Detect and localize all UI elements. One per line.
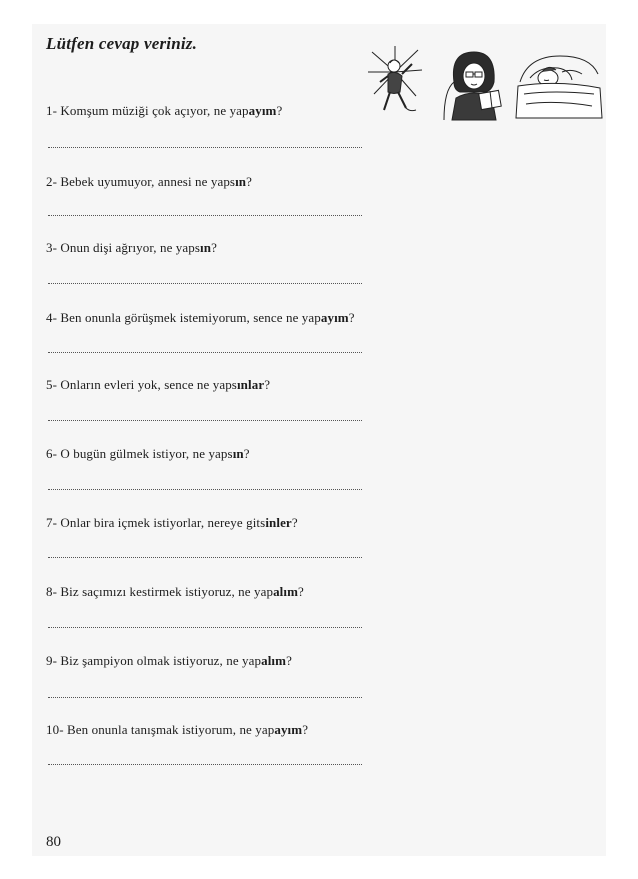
- question-4: [46, 310, 355, 326]
- question-text: Onun dişi ağrıyor, ne yaps: [60, 240, 201, 255]
- woman-reading-illustration: [440, 42, 510, 122]
- question-9: [46, 653, 292, 669]
- question-number: 8-: [46, 584, 58, 599]
- question-number: 7-: [46, 515, 58, 530]
- question-text: Biz saçımızı kestirmek istiyoruz, ne yap: [60, 584, 274, 599]
- question-end: ?: [211, 240, 217, 255]
- answer-line-7[interactable]: [48, 557, 362, 558]
- page-number: 80: [46, 834, 61, 850]
- question-suffix: ın: [232, 446, 244, 461]
- question-end: ?: [291, 515, 298, 530]
- question-number: 9-: [46, 653, 58, 668]
- question-suffix: inler: [265, 515, 292, 530]
- dancing-person-illustration: [366, 42, 424, 122]
- answer-line-5[interactable]: [48, 420, 362, 421]
- question-text: Onlar bira içmek istiyorlar, nereye gits: [60, 515, 266, 530]
- question-end: ?: [246, 174, 253, 189]
- question-6: [46, 446, 250, 462]
- question-number: 4-: [46, 310, 58, 325]
- question-text: Komşum müziği çok açıyor, ne yap: [60, 103, 249, 118]
- question-text: O bugün gülmek istiyor, ne yaps: [60, 446, 233, 461]
- question-2: [46, 174, 252, 190]
- instruction-title: Lütfen cevap veriniz.: [46, 34, 198, 53]
- question-10: [46, 722, 308, 738]
- answer-line-2[interactable]: [48, 215, 362, 216]
- question-5: [46, 377, 270, 393]
- answer-line-10[interactable]: [48, 764, 362, 765]
- question-suffix: alım: [261, 653, 287, 668]
- question-end: ?: [302, 722, 309, 737]
- question-suffix: alım: [273, 584, 299, 599]
- question-number: 3-: [46, 240, 58, 255]
- question-end: ?: [348, 310, 355, 325]
- question-suffix: ınlar: [236, 377, 265, 392]
- question-7: [46, 515, 298, 531]
- question-text: Bebek uyumuyor, annesi ne yaps: [60, 174, 236, 189]
- question-suffix: ayım: [248, 103, 277, 118]
- question-number: 10-: [46, 722, 64, 737]
- question-suffix: ayım: [274, 722, 303, 737]
- question-suffix: ayım: [320, 310, 349, 325]
- question-text: Onların evleri yok, sence ne yaps: [60, 377, 237, 392]
- question-number: 5-: [46, 377, 58, 392]
- question-number: 6-: [46, 446, 58, 461]
- question-end: ?: [286, 653, 292, 668]
- question-text: Biz şampiyon olmak istiyoruz, ne yap: [60, 653, 262, 668]
- question-1: [46, 103, 282, 119]
- answer-line-3[interactable]: [48, 283, 362, 284]
- question-text: Ben onunla tanışmak istiyorum, ne yap: [67, 722, 275, 737]
- question-end: ?: [264, 377, 271, 392]
- question-suffix: ın: [235, 174, 247, 189]
- sleeping-person-illustration: [514, 42, 604, 122]
- question-3: [46, 240, 217, 256]
- answer-line-4[interactable]: [48, 352, 362, 353]
- question-number: 1-: [46, 103, 58, 118]
- question-8: [46, 584, 304, 600]
- question-end: ?: [243, 446, 250, 461]
- answer-line-1[interactable]: [48, 147, 362, 148]
- answer-line-9[interactable]: [48, 697, 362, 698]
- question-text: Ben onunla görüşmek istemiyorum, sence ne yap: [60, 310, 321, 325]
- question-suffix: ın: [200, 240, 212, 255]
- answer-line-8[interactable]: [48, 627, 362, 628]
- question-number: 2-: [46, 174, 58, 189]
- question-end: ?: [298, 584, 304, 599]
- question-end: ?: [276, 103, 283, 118]
- answer-line-6[interactable]: [48, 489, 362, 490]
